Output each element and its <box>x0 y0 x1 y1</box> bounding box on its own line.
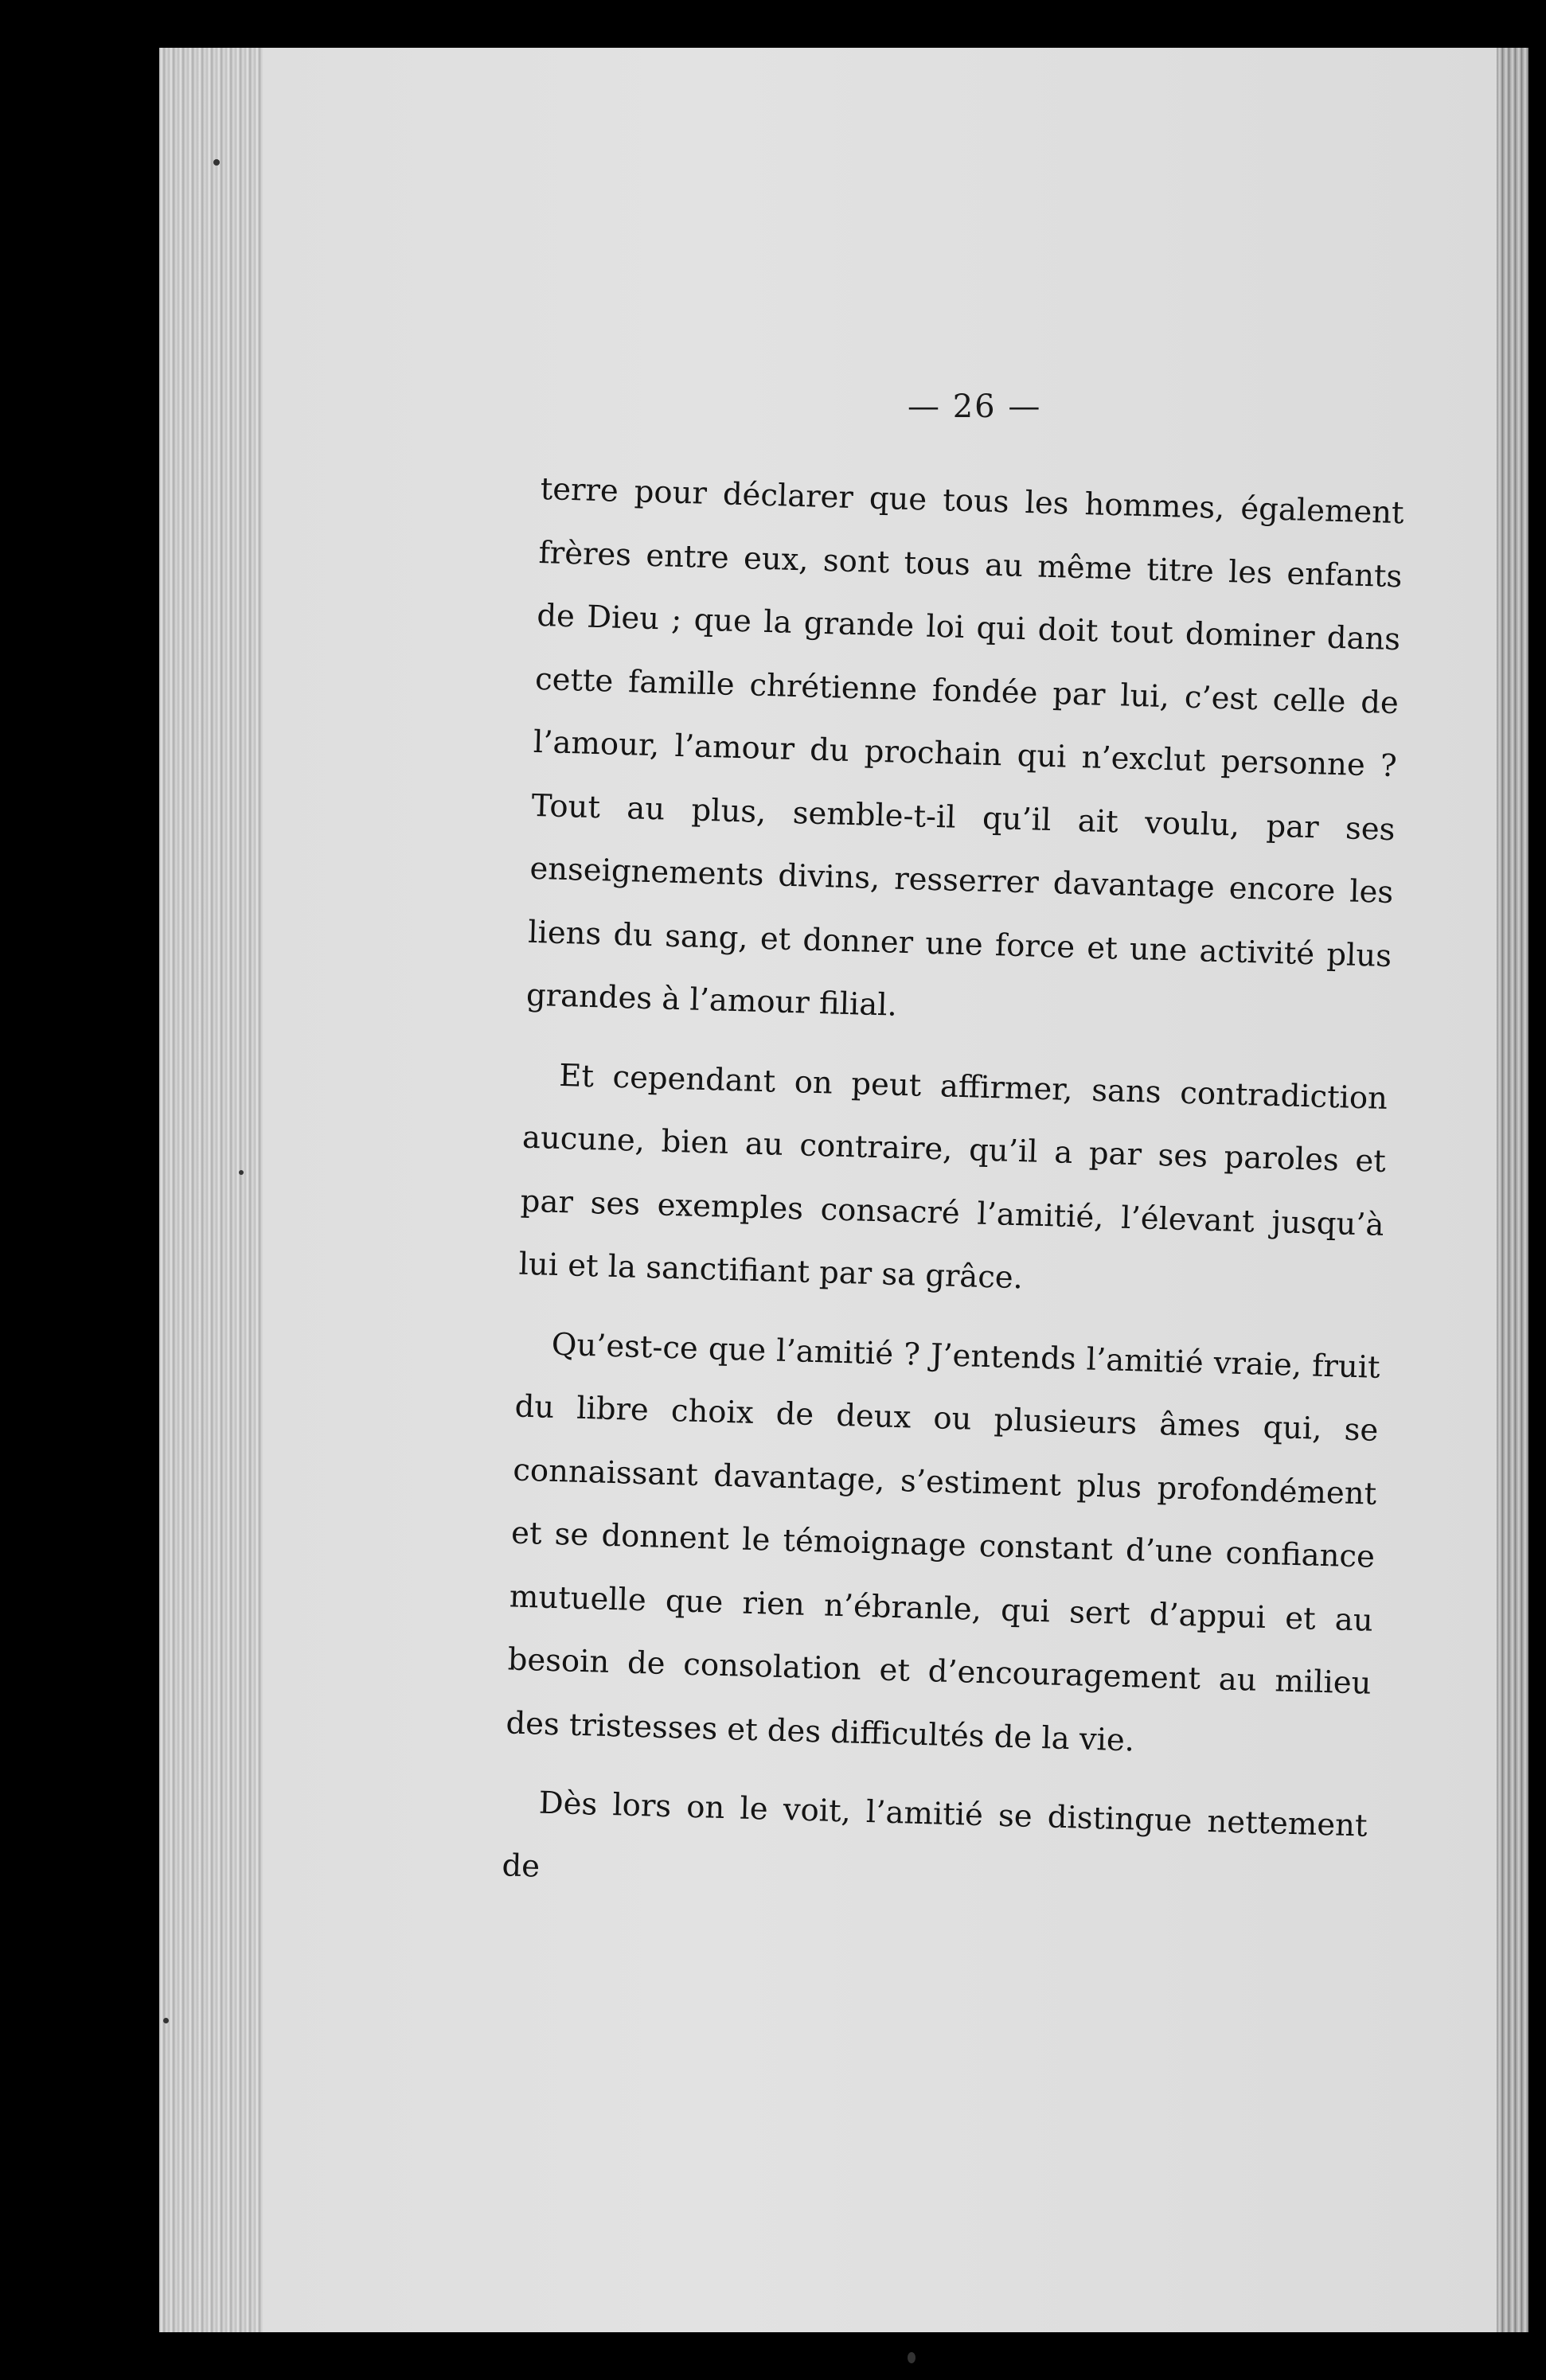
paragraph: Et cependant on peut affirmer, sans contradiction aucune, bien au contraire, qu’il a par ses paroles et par ses exemples consacré l’amitié, l’élevant jusqu’à lui et la sanctifiant par sa grâce. <box>518 1057 1388 1297</box>
page-binding-edge <box>159 48 263 2332</box>
paragraph: Dès lors on le voit, l’amitié se distingue nettement de <box>501 1785 1368 1885</box>
dust-speck <box>213 159 220 166</box>
paragraph: Qu’est-ce que l’amitié ? J’entends l’amitié vraie, fruit du libre choix de deux ou plusieurs âmes qui, se connaissant davantage, s’estiment plus profondément et se donnent le témoignage constant d’une confiance mutuelle que rien n’ébranle, qui sert d’appui et au besoin de consolation et d’encouragement au milieu des tristesses et des difficultés de la vie. <box>505 1326 1381 1758</box>
page-right-edge <box>1497 48 1528 2332</box>
body-text <box>501 458 1404 1922</box>
dust-speck <box>163 2018 169 2023</box>
dust-speck <box>239 1170 244 1175</box>
page-number: — 26 — <box>908 388 1042 425</box>
paragraph: terre pour déclarer que tous les hommes, également frères entre eux, sont tous au même titre les enfants de Dieu ; que la grande loi qui doit tout dominer dans cette famille chrétienne fondée par lui, c’est celle de l’amour, l’amour du prochain qui n’exclut personne ? Tout au plus, semble-t-il qu’il ait voulu, par ses enseignements divins, resserrer davantage encore les liens du sang, et donner une force et une activité plus grandes à l’amour filial. <box>525 470 1405 1024</box>
dust-speck <box>908 2352 915 2363</box>
